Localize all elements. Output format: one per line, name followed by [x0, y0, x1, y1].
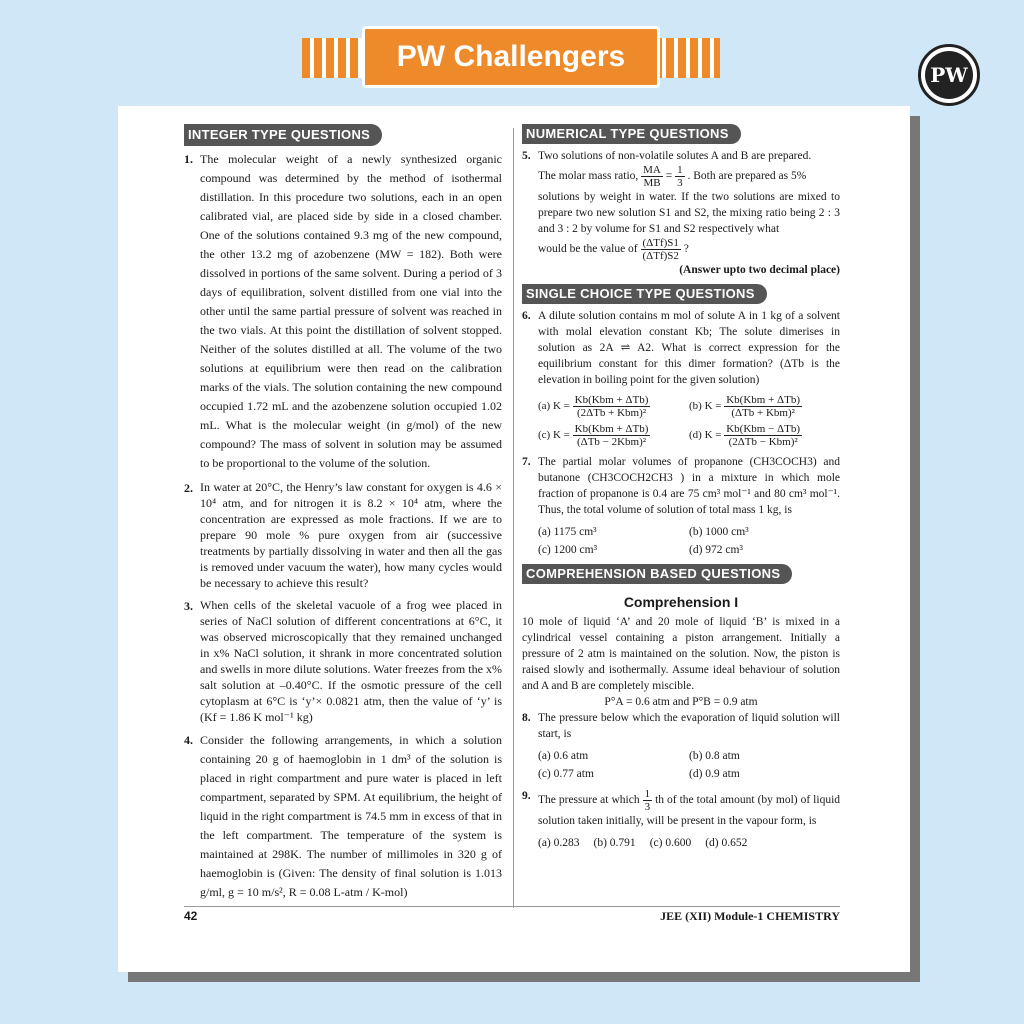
footer-title: JEE (XII) Module-1 CHEMISTRY [660, 909, 840, 923]
page-footer [184, 906, 840, 924]
option-label: (d) [689, 429, 702, 442]
question-number: 2. [184, 481, 193, 495]
question-7 [522, 454, 840, 518]
q5-line2a: The molar mass ratio, [538, 170, 639, 183]
question-number: 3. [184, 599, 193, 613]
question-text: Consider the following arrangements, in which a solution containing 20 g of haemoglobin in 1 dm³ of the solution is placed in right compartment and pure water is placed in left compartment, separated by SPM. At equilibrium, the height of liquid in the right compartment is 74.5 mm in excess of that in the left compartment. The temperature of the system is maintained at 298K. The number of millimoles in 320 g of haemoglobin is (Given: The density of final solution is 1.013 g/ml, g = 10 m/s², R = 0.08 L-atm / K-mol) [200, 733, 502, 899]
question-number: 6. [522, 310, 531, 322]
option-c[interactable] [538, 423, 689, 448]
section-header-comprehension: COMPREHENSION BASED QUESTIONS [522, 564, 792, 584]
option-a[interactable] [538, 394, 689, 419]
option-c[interactable]: (c) 1200 cm³ [538, 544, 598, 556]
question-1 [184, 150, 502, 473]
option-label: (a) [538, 400, 551, 413]
question-mark: ? [683, 243, 689, 256]
q5-line2 [538, 164, 840, 189]
option-k: K = [552, 400, 570, 413]
q5-line4-text: would be the value of [538, 243, 638, 256]
one-third-fraction [643, 788, 653, 813]
question-text [538, 788, 840, 829]
option-b[interactable] [689, 394, 840, 419]
one-third-fraction [675, 164, 685, 189]
question-number: 4. [184, 733, 193, 747]
option-fraction [724, 394, 802, 419]
question-4 [184, 731, 502, 902]
question-9 [522, 788, 840, 829]
molar-mass-ratio [641, 164, 663, 189]
option-a[interactable]: (a) 1175 cm³ [538, 526, 597, 538]
pw-logo [918, 44, 980, 106]
q9-text-b: th of the total amount (by mol) of liquid solution taken initially, will be present in the vapour form, is [538, 794, 841, 827]
option-label: (c) [538, 429, 551, 442]
option-denominator: (ΔTb − 2Kbm)² [576, 436, 647, 448]
option-k: K = [704, 400, 722, 413]
option-fraction [573, 423, 651, 448]
option-fraction [724, 423, 802, 448]
section-header-numerical: NUMERICAL TYPE QUESTIONS [522, 124, 741, 144]
pw-logo-icon: PW [925, 51, 973, 99]
option-c[interactable]: (c) 0.77 atm [538, 768, 594, 780]
fraction-denominator: 3 [644, 801, 651, 813]
question-text: The pressure below which the evaporation of liquid solution will start, is [538, 712, 840, 740]
option-denominator: (ΔTb + Kbm)² [731, 407, 795, 419]
question-text: The partial molar volumes of propanone (CH3COCH3) and butanone (CH3COCH2CH3 ) in a mixture in which mole fraction of propanone is 0.4 are 75 cm³ mol⁻¹ and 80 cm³ mol⁻¹. Thus, the total volume of solution of total mass 1 kg, is [538, 456, 840, 516]
option-numerator: Kb(Kbm − ΔTb) [726, 423, 801, 435]
banner-stripes-right [650, 38, 720, 78]
option-denominator: (2ΔTb + Kbm)² [576, 407, 647, 419]
q9-text-a: The pressure at which [538, 794, 640, 807]
header-banner [302, 26, 720, 88]
q6-options [538, 394, 840, 448]
option-d[interactable]: (d) 972 cm³ [689, 544, 743, 556]
option-c[interactable]: (c) 0.600 [649, 837, 692, 849]
column-divider [513, 128, 514, 908]
q5-line3: solutions by weight in water. If the two solutions are mixed to prepare two new solution S1 and S2, the mixing ratio being 2 : 3 and 3 : 2 by volume for S1 and S2 respectively what [538, 191, 840, 235]
ratio-denominator: MB [643, 177, 661, 189]
comprehension-title: Comprehension I [623, 594, 739, 610]
question-number: 5. [522, 150, 531, 162]
right-column [522, 124, 840, 851]
option-a[interactable]: (a) 0.283 [538, 837, 580, 849]
question-text: When cells of the skeletal vacuole of a frog wee placed in series of NaCl solution of different concentrations at 6°C, it was observed microscopically that they remained unchanged in x% NaCl solution, it shrank in more concentrated solution and swells in more dilute solutions. Water freezes from the x% salt solution at –0.40°C. If the osmotic pressure of the cell cytoplasm at 6°C is ‘y’× 0.0821 atm, then the value of ‘y’ is (Kf = 1.86 K mol⁻¹ kg) [200, 598, 502, 724]
question-3 [184, 597, 502, 725]
question-number: 9. [522, 790, 531, 802]
option-numerator: Kb(Kbm + ΔTb) [574, 423, 649, 435]
q7-options [538, 524, 840, 558]
option-fraction [573, 394, 651, 419]
ratio-denominator: (ΔTf)S2 [642, 250, 679, 262]
section-header-single-choice: SINGLE CHOICE TYPE QUESTIONS [522, 284, 767, 304]
fraction-numerator: 1 [644, 788, 651, 800]
option-b[interactable]: (b) 0.8 atm [689, 750, 740, 762]
option-k: K = [704, 429, 722, 442]
option-a[interactable]: (a) 0.6 atm [538, 750, 589, 762]
q8-options [538, 748, 840, 782]
option-d[interactable]: (d) 0.652 [705, 837, 748, 849]
option-label: (b) [689, 400, 702, 413]
delta-tf-ratio [641, 237, 681, 262]
question-2 [184, 479, 502, 591]
question-5 [522, 148, 840, 278]
option-denominator: (2ΔTb − Kbm)² [728, 436, 798, 448]
option-d[interactable]: (d) 0.9 atm [689, 768, 740, 780]
option-k: K = [552, 429, 570, 442]
question-number: 7. [522, 456, 531, 468]
q9-options [538, 835, 840, 851]
given-pressures: P°A = 0.6 atm and P°B = 0.9 atm [604, 696, 758, 708]
q5-line1: Two solutions of non-volatile solutes A and B are prepared. [538, 150, 812, 162]
question-number: 1. [184, 152, 193, 166]
option-numerator: Kb(Kbm + ΔTb) [726, 394, 801, 406]
fraction-denominator: 3 [677, 177, 683, 189]
page-number: 42 [184, 909, 198, 923]
section-header-integer: INTEGER TYPE QUESTIONS [184, 124, 382, 146]
ratio-numerator: (ΔTf)S1 [642, 237, 679, 249]
question-text [538, 148, 840, 278]
ratio-numerator: MA [643, 164, 661, 176]
banner-title: PW Challengers [362, 26, 660, 88]
document-page [118, 106, 910, 972]
q5-line2b: . Both are prepared as 5% [687, 170, 807, 183]
fraction-numerator: 1 [677, 164, 683, 176]
option-b[interactable]: (b) 0.791 [593, 837, 636, 849]
option-d[interactable] [689, 423, 840, 448]
answer-note: (Answer upto two decimal place) [679, 264, 840, 276]
question-6 [522, 308, 840, 388]
option-numerator: Kb(Kbm + ΔTb) [574, 394, 649, 406]
question-8 [522, 710, 840, 742]
comprehension-text: 10 mole of liquid ‘A’ and 20 mole of liquid ‘B’ is mixed in a cylindrical vessel containing a piston arrangement. Initially a pressure of 2 atm is maintained on the solution. Now, the piston is raised slowly and isothermally. Assume ideal behaviour of solution and A and B are completely miscible. [522, 616, 840, 692]
q5-line4 [538, 237, 840, 262]
left-column [184, 124, 502, 908]
question-number: 8. [522, 712, 531, 724]
option-b[interactable]: (b) 1000 cm³ [689, 526, 749, 538]
question-text: A dilute solution contains m mol of solute A in 1 kg of a solvent with molal elevation constant Kb; The solute dimerises in solution as 2A ⇌ A2. What is correct expression for the equilibrium constant for this dimer formation? (ΔTb is the elevation in boiling point for the given solution) [538, 310, 840, 386]
equals-sign: = [665, 170, 673, 183]
question-text: The molecular weight of a newly synthesized organic compound was determined by the method of isothermal distillation. In this procedure two solutions, each in an open calibrated vial, are placed side by side in a closed chamber. One of the solutions contained 9.3 mg of the new compound, the other 13.2 mg of azobenzene (MW = 182). Both were dissolved in portions of the same solvent. During a period of 3 days of equilibration, solvent distilled from one vial into the other until the same partial pressure of solvent was reached in the two vials. At this point the distillation of solvent stopped. Neither of the solutes distilled at all. The volume of the two solutions at equilibrium were then read on the calibration marks of the vials. The solution containing the new compound occupied 1.72 mL and the azobenzene solution occupied 1.02 mL. What is the molecular weight (in g/mol) of the new compound? The mass of solvent in solution may be assumed to be proportional to the volume of the solution. [200, 152, 502, 470]
question-text: In water at 20°C, the Henry’s law constant for oxygen is 4.6 × 10⁴ atm, and for nitrogen it is 8.2 × 10⁴ atm, where the concentration are expressed as mole fractions. If we are to prepare 90 mole % pure oxygen from air (successive treatments by partially dissolving in water and then all the gas is removed under vacuum the water), how many cycles would be necessary to achieve this result? [200, 480, 502, 590]
